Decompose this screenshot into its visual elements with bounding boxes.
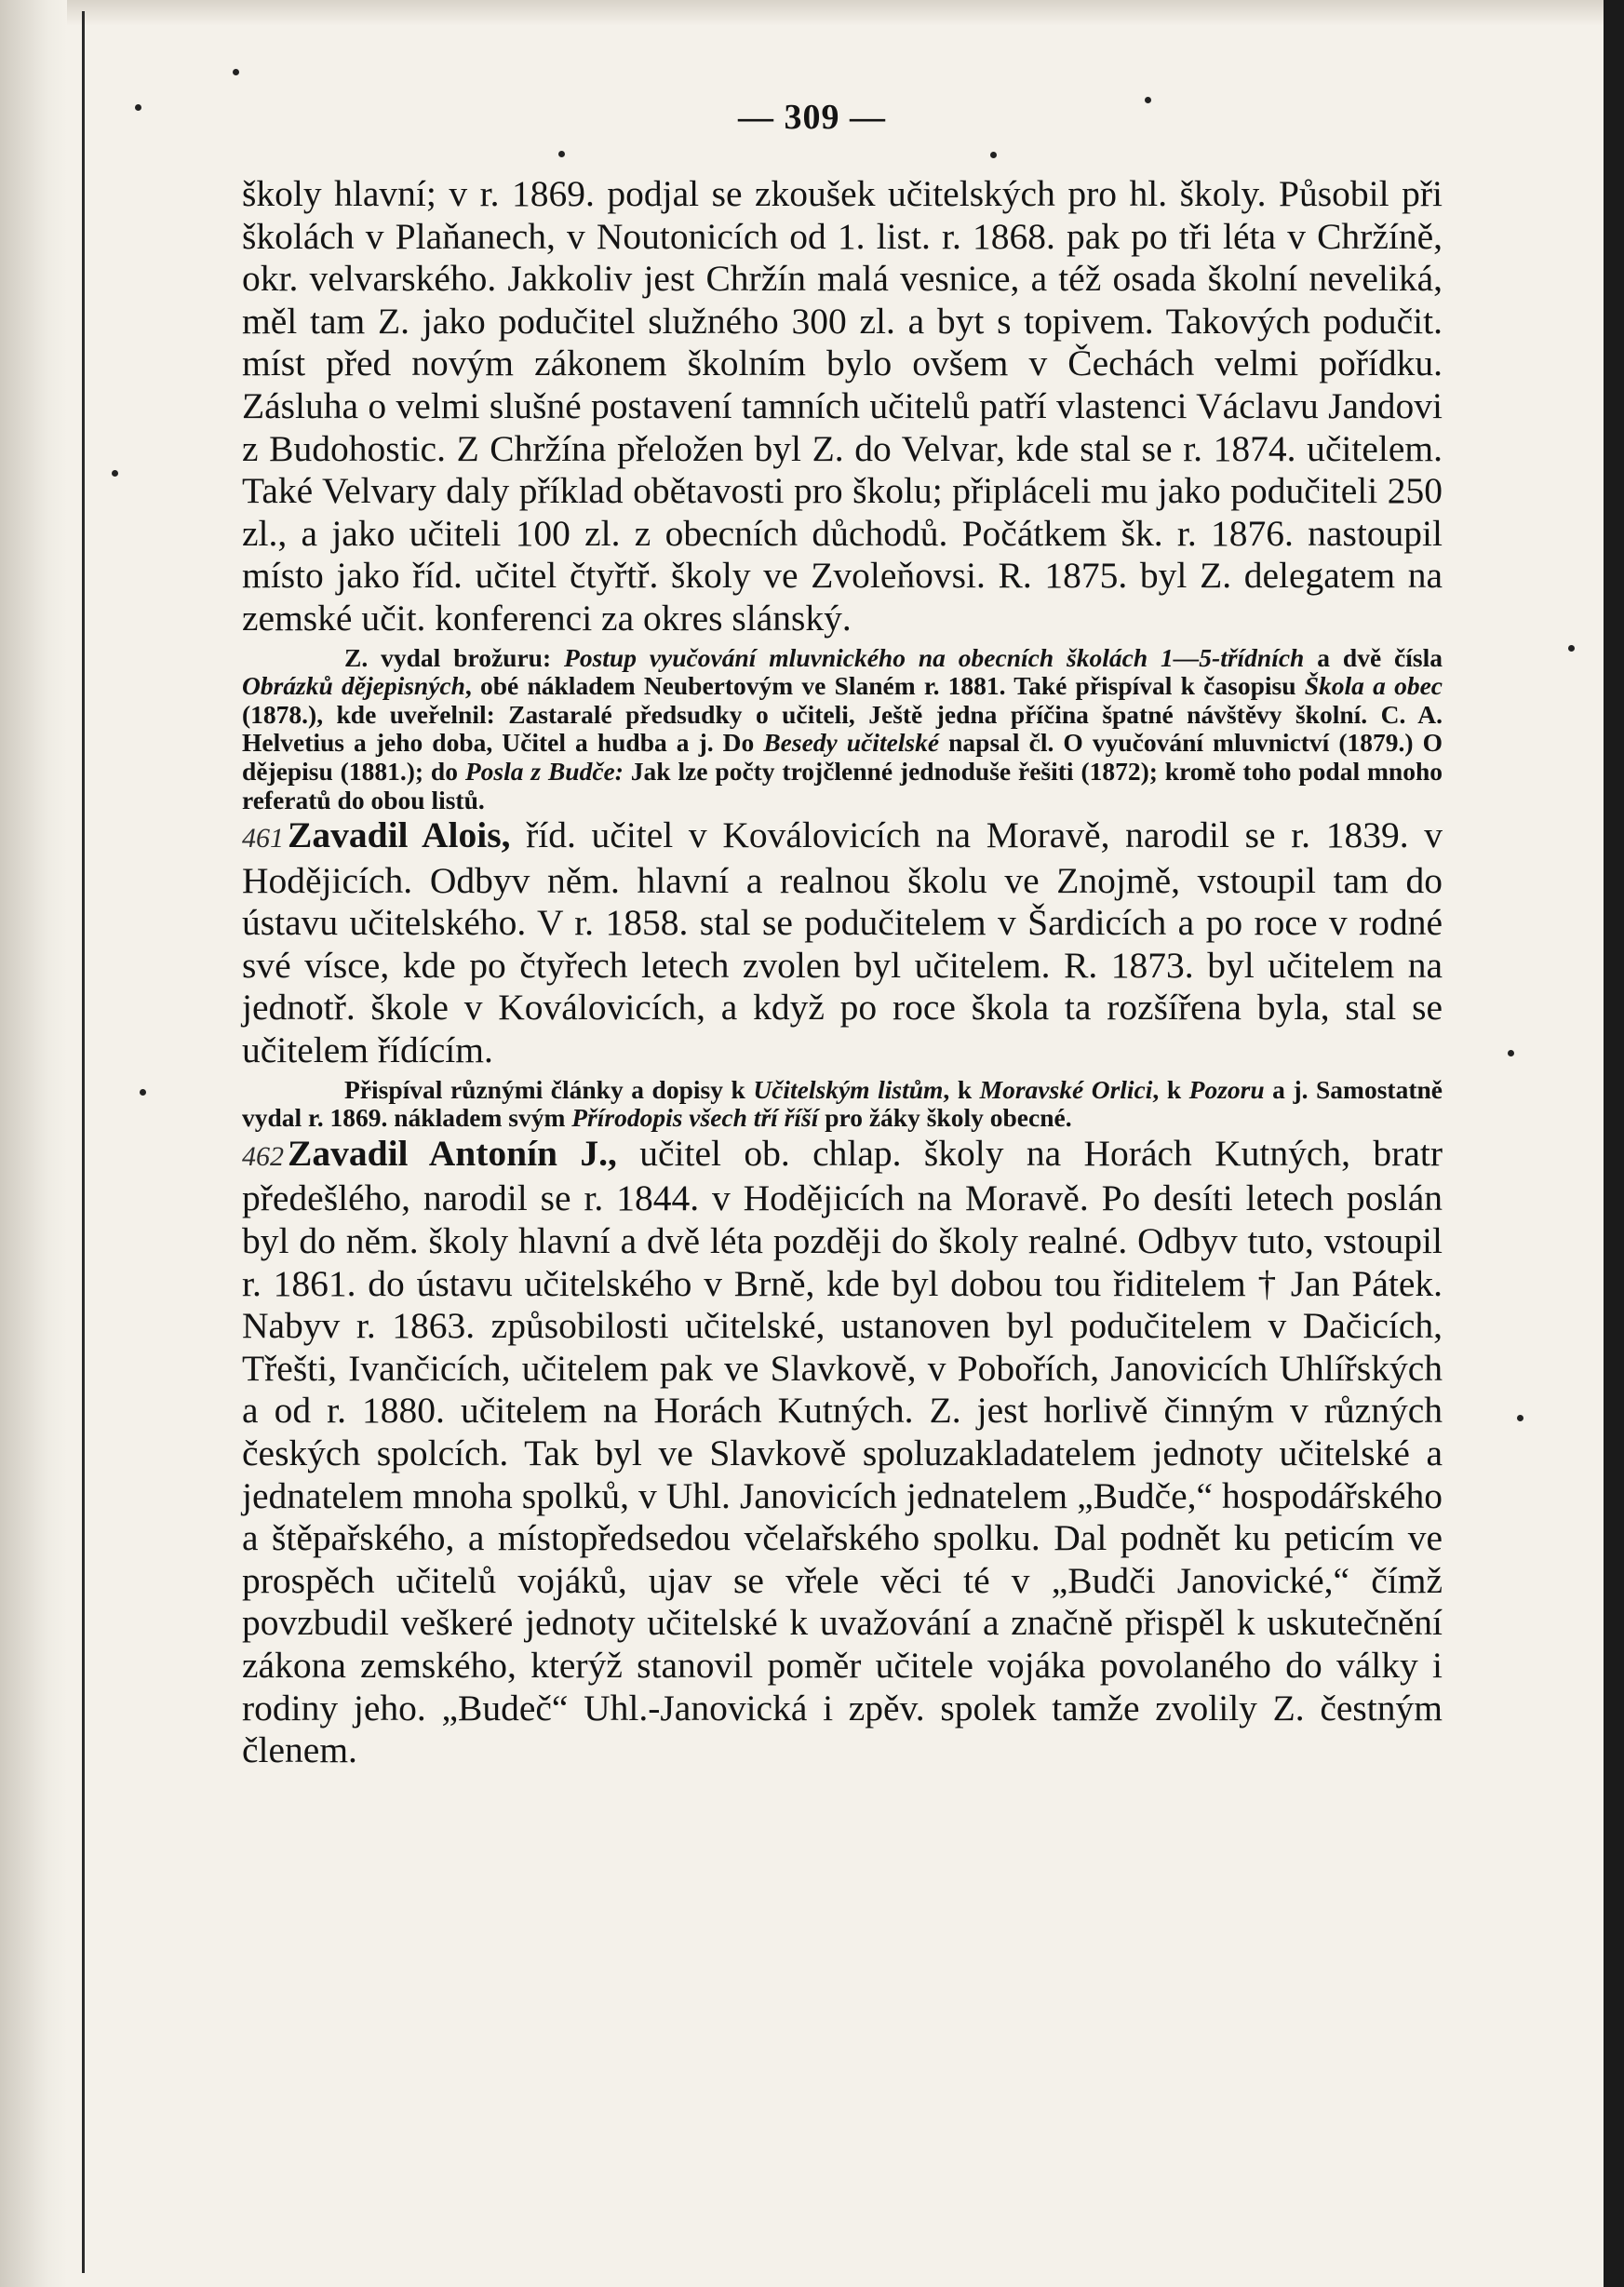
- entry-name: Zavadil Antonín J.,: [288, 1132, 617, 1174]
- page-edge-top: [0, 0, 1624, 26]
- entry-zavadil-antonin: [242, 1133, 1443, 1772]
- page-edge-right: [1604, 0, 1624, 2287]
- footnote-bibliography-1: Z. vydal brožuru: Postup vyučování mluvnického na obecních školách 1—5-třídních a dvě čísla Obrázků dějepisných, obé nákladem Neubertovým ve Slaném r. 1881. Také přispíval k časopisu Škola a obec (1878.), kde uveřelnil: Zastaralé předsudky o učiteli, Ještě jedna příčina špatné návštěvy školní. C. A. Helvetius a jeho doba, Učitel a hudba a j. Do Besedy učitelské napsal čl. O vyučování mluvnictví (1879.) O dějepisu (1881.); do Posla z Budče: Jak lze počty trojčlenné jednoduše řešiti (1872); kromě toho podal mnoho referatů do obou listů.: [242, 642, 1443, 814]
- entry-text: učitel ob. chlap. školy na Horách Kutných, bratr předešlého, narodil se r. 1844. v Hodějicích na Moravě. Po desíti letech poslán byl do něm. školy hlavní a dvě léta později do školy realné. Odbyv tuto, vstoupil r. 1861. do ústavu učitelského v Brně, kde byl dobou tou řiditelem † Jan Pátek. Nabyv r. 1863. způsobilosti učitelské, ustanoven byl podučitelem v Dačicích, Třešti, Ivančicích, učitelem pak ve Slavkově, v Pobořích, Janovicích Uhlířských a od r. 1880. učitelem na Horách Kutných. Z. jest horlivě činným v různých českých spolcích. Tak byl ve Slavkově spoluzakladatelem jednoty učitelské a jednatelem mnoha spolků, v Uhl. Janovicích jednatelem „Budče,“ hospodářského a štěpařského, a místopředsedou včelařského spolku. Dal podnět ku peticím ve prospěch učitelů vojáků, ujav se vřele věci té v „Budči Janovické,“ čímž povzbudil veškeré jednoty učitelské k uvažování a značně přispěl k uskutečnění zákona zemského, kterýž stanovil poměr učitele vojáka povolaného do války i rodiny jeho. „Budeč“ Uhl.-Janovická i zpěv. spolek tamže zvolily Z. čestným členem.: [242, 1132, 1443, 1771]
- binding-line: [82, 11, 85, 2273]
- handwritten-annotation: 462: [242, 1140, 284, 1172]
- paragraph-continuation: školy hlavní; v r. 1869. podjal se zkoušek učitelských pro hl. školy. Působil při školách v Plaňanech, v Noutonicích od 1. list. r. 1868. pak po tři léta v Chržíně, okr. velvarského. Jakkoliv jest Chržín malá vesnice, a též osada školní neveliká, měl tam Z. jako podučitel služného 300 zl. a byt s topivem. Takových podučit. míst před novým zákonem školním bylo ovšem v Čechách velmi pořídku. Zásluha o velmi slušné postavení tamních učitelů patří vlastenci Václavu Jandovi z Budohostic. Z Chržína přeložen byl Z. do Velvar, kde stal se r. 1874. učitelem. Také Velvary daly příklad obětavosti pro školu; připláceli mu jako podučiteli 250 zl., a jako učiteli 100 zl. z obecních důchodů. Počátkem šk. r. 1876. nastoupil místo jako říd. učitel čtyřtř. školy ve Zvoleňovsi. R. 1875. byl Z. delegatem na zemské učit. konferenci za okres slánský.: [242, 173, 1443, 639]
- page-edge-left: [0, 0, 67, 2287]
- entry-name: Zavadil Alois,: [288, 814, 511, 856]
- entry-zavadil-alois: [242, 814, 1443, 1072]
- handwritten-annotation: 461: [242, 823, 284, 854]
- page-number: — 309 —: [738, 98, 886, 137]
- entry-text: říd. učitel v Koválovicích na Moravě, narodil se r. 1839. v Hodějicích. Odbyv něm. hlavní a realnou školu ve Znojmě, vstoupil tam do ústavu učitelského. V r. 1858. stal se podučitelem v Šardicích a po roce v rodné své vísce, kde po čtyřech letech zvolen byl učitelem. R. 1873. byl učitelem na jednotř. škole v Koválovicích, a když po roce škola ta rozšířena byla, stal se učitelem řídícím.: [242, 814, 1443, 1071]
- page-body: [242, 173, 1443, 1772]
- footnote-bibliography-2: Přispíval různými články a dopisy k Učitelským listům, k Moravské Orlici, k Pozoru a j. Samostatně vydal r. 1869. nákladem svým Přírodopis všech tří říší pro žáky školy obecné.: [242, 1074, 1443, 1133]
